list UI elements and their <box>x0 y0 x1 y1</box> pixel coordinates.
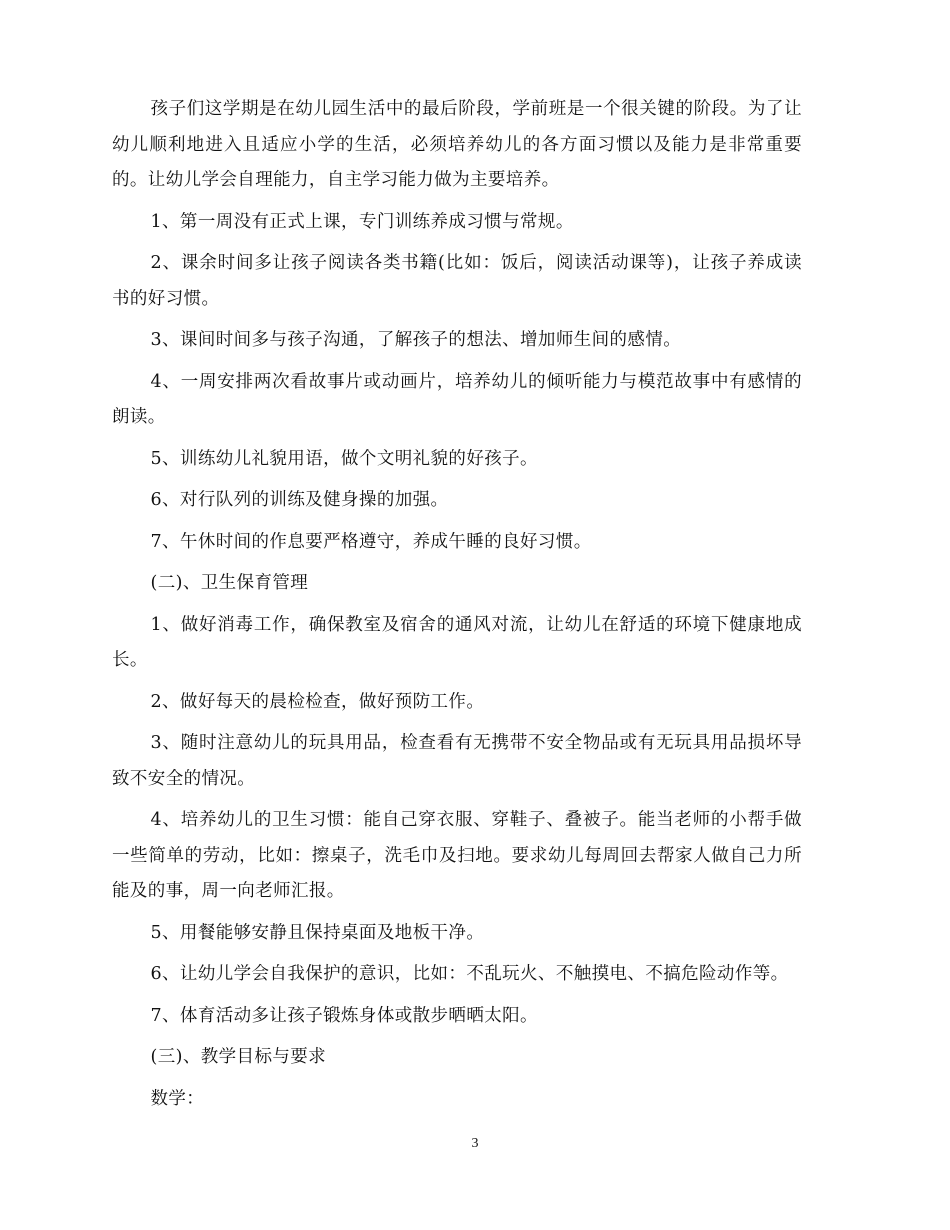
hygiene-item-7: 7、体育活动多让孩子锻炼身体或散步晒晒太阳。 <box>150 1005 538 1026</box>
habit-item-7: 7、午休时间的作息要严格遵守，养成午睡的良好习惯。 <box>150 531 592 552</box>
hygiene-item-2: 2、做好每天的晨检检查，做好预防工作。 <box>150 691 485 712</box>
hygiene-item-6: 6、让幼儿学会自我保护的意识，比如：不乱玩火、不触摸电、不搞危险动作等。 <box>150 964 789 984</box>
intro-paragraph: 孩子们这学期是在幼儿园生活中的最后阶段，学前班是一个很关键的阶段。为了让幼儿顺利地进入且适应小学的生活，必须培养幼儿的各方面习惯以及能力是非常重要的。让幼儿学会自理能力，自主学习能力做为主要培养。 <box>112 99 802 190</box>
habit-item-6: 6、对行队列的训练及健身操的加强。 <box>150 490 449 510</box>
hygiene-item-4: 4、培养幼儿的卫生习惯：能自己穿衣服、穿鞋子、叠被子。能当老师的小帮手做一些简单的劳动，比如：擦桌子，洗毛巾及扫地。要求幼儿每周回去帮家人做自己力所能及的事，周一向老师汇报。 <box>112 810 802 901</box>
document-body <box>112 92 802 1123</box>
section-heading-teaching: (三)、教学目标与要求 <box>150 1047 327 1067</box>
hygiene-item-3: 3、随时注意幼儿的玩具用品，检查看有无携带不安全物品或有无玩具用品损坏导致不安全的情况。 <box>112 733 802 789</box>
habit-item-4: 4、一周安排两次看故事片或动画片，培养幼儿的倾听能力与模范故事中有感情的朗读。 <box>112 371 802 427</box>
page-number: 3 <box>471 1136 479 1151</box>
habit-item-3: 3、课间时间多与孩子沟通，了解孩子的想法、增加师生间的感情。 <box>150 330 682 350</box>
section-heading-hygiene: (二)、卫生保育管理 <box>150 573 309 593</box>
hygiene-item-1: 1、做好消毒工作，确保教室及宿舍的通风对流，让幼儿在舒适的环境下健康地成长。 <box>112 614 802 670</box>
math-label: 数学： <box>150 1088 205 1109</box>
habit-item-5: 5、训练幼儿礼貌用语，做个文明礼貌的好孩子。 <box>150 448 538 469</box>
habit-item-2: 2、课余时间多让孩子阅读各类书籍(比如：饭后，阅读活动课等)，让孩子养成读书的好习惯。 <box>112 253 802 309</box>
habit-item-1: 1、第一周没有正式上课，专门训练养成习惯与常规。 <box>150 211 574 232</box>
hygiene-item-5: 5、用餐能够安静且保持桌面及地板干净。 <box>150 922 485 943</box>
